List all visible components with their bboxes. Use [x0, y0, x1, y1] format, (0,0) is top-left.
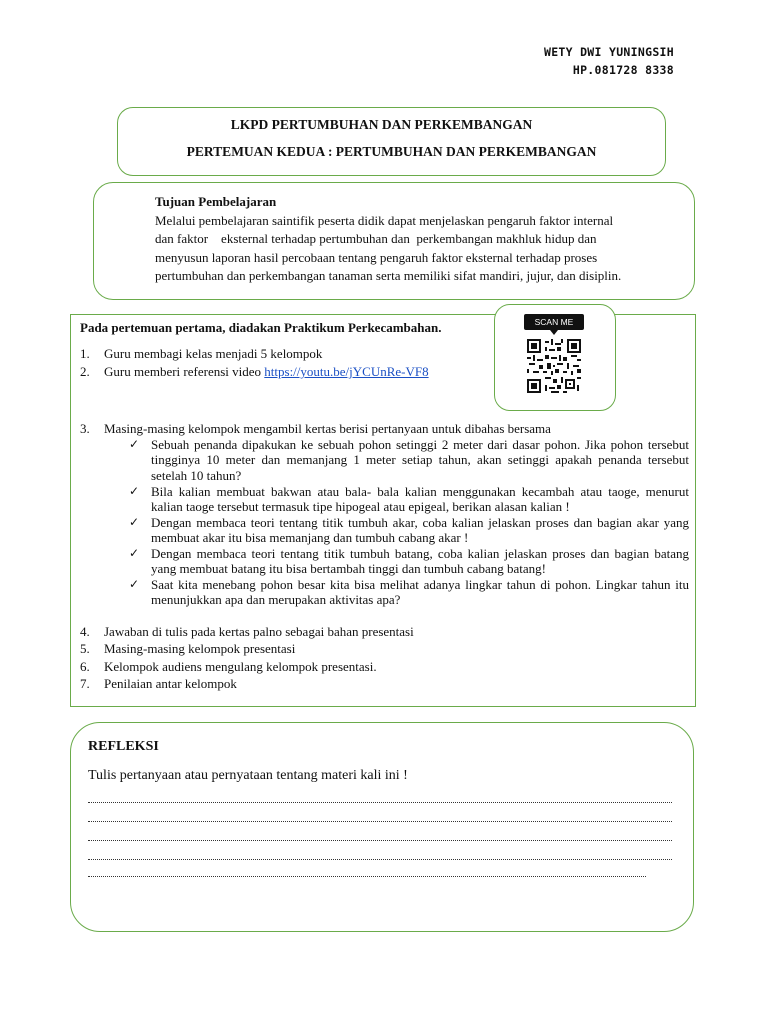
checkmark-icon: ✓: [129, 515, 140, 529]
question-item: Sebuah penanda dipakukan ke sebuah pohon setinggi 2 meter dari dasar pohon. Jika pohon tersebut tingginya 10 meter dan memanjang 1 meter setiap tahun, akan setinggi apakah penanda tersebut setelah 10 tahun?: [151, 437, 689, 483]
reflection-heading: REFLEKSI: [88, 739, 159, 754]
step-text: Guru membagi kelas menjadi 5 kelompok: [104, 346, 323, 361]
checkmark-icon: ✓: [129, 577, 140, 591]
author-name: WETY DWI YUNINGSIH: [543, 45, 674, 59]
answer-line[interactable]: [88, 838, 672, 841]
step-text: Kelompok audiens mengulang kelompok presentasi.: [104, 659, 377, 674]
step-number: 1.: [80, 346, 90, 361]
answer-line[interactable]: [88, 800, 672, 803]
author-phone: HP.081728 8338: [572, 63, 674, 77]
goal-line: Melalui pembelajaran saintifik peserta didik dapat menjelaskan pengaruh faktor internal: [155, 212, 614, 228]
step-text-prefix: Guru memberi referensi video: [104, 364, 265, 379]
reflection-prompt: Tulis pertanyaan atau pernyataan tentang materi kali ini !: [88, 768, 408, 783]
question-item: Dengan membaca teori tentang titik tumbuh akar, coba kalian jelaskan proses dan bagian akar yang membuat akar itu bisa memanjang dan tumbuh cabang akar !: [151, 515, 689, 546]
checkmark-icon: ✓: [129, 546, 140, 560]
answer-line[interactable]: [88, 874, 646, 877]
step-number: 4.: [80, 624, 90, 639]
goal-line: dan faktor eksternal terhadap pertumbuhan dan perkembangan makhluk hidup dan: [155, 231, 597, 247]
answer-line[interactable]: [88, 819, 672, 822]
goal-line: menyusun laporan hasil percobaan tentang pengaruh faktor eksternal terhadap proses: [155, 249, 598, 265]
step-number: 2.: [80, 364, 90, 379]
step-text: Masing-masing kelompok mengambil kertas berisi pertanyaan untuk dibahas bersama: [104, 421, 551, 436]
question-item: Dengan membaca teori tentang titik tumbuh batang, coba kalian jelaskan proses dan bagian batang yang membuat batang itu bisa bertambah tinggi dan tumbuh cabang batang!: [151, 546, 689, 577]
checkmark-icon: ✓: [129, 437, 140, 451]
question-item: Saat kita menebang pohon besar kita bisa melihat adanya lingkar tahun di pohon. Lingkar tahun itu menunjukkan apa dan merupakan aktivitas apa?: [151, 577, 689, 608]
practicum-intro: Pada pertemuan pertama, diadakan Praktikum Perkecambahan.: [80, 320, 442, 335]
qr-code-icon[interactable]: [527, 339, 581, 393]
reflection-box: [70, 722, 694, 932]
step-number: 3.: [80, 421, 90, 436]
video-link[interactable]: https://youtu.be/jYCUnRe-VF8: [264, 364, 429, 379]
goal-line: pertumbuhan dan perkembangan tanaman serta memiliki sifat mandiri, jujur, dan disiplin.: [155, 268, 622, 284]
step-text: Penilaian antar kelompok: [104, 676, 237, 691]
scan-me-label: SCAN ME: [524, 314, 584, 330]
title-line-2: PERTEMUAN KEDUA : PERTUMBUHAN DAN PERKEMBANGAN: [186, 144, 597, 159]
step-text: Jawaban di tulis pada kertas palno sebagai bahan presentasi: [104, 624, 414, 639]
learning-goal-box: [93, 182, 695, 300]
checkmark-icon: ✓: [129, 484, 140, 498]
title-box: [117, 107, 666, 176]
title-line-1: LKPD PERTUMBUHAN DAN PERKEMBANGAN: [230, 117, 533, 132]
step-number: 5.: [80, 641, 90, 656]
step-text: [104, 364, 429, 379]
step-text: Masing-masing kelompok presentasi: [104, 641, 296, 656]
step-number: 6.: [80, 659, 90, 674]
goal-heading: Tujuan Pembelajaran: [155, 194, 277, 209]
question-item: Bila kalian membuat bakwan atau bala- bala kalian menggunakan kecambah atau taoge, menurut kalian taoge tersebut termasuk tipe hipogeal atau epigeal, berikan alasan kalian !: [151, 484, 689, 515]
step-number: 7.: [80, 676, 90, 691]
answer-line[interactable]: [88, 857, 672, 860]
